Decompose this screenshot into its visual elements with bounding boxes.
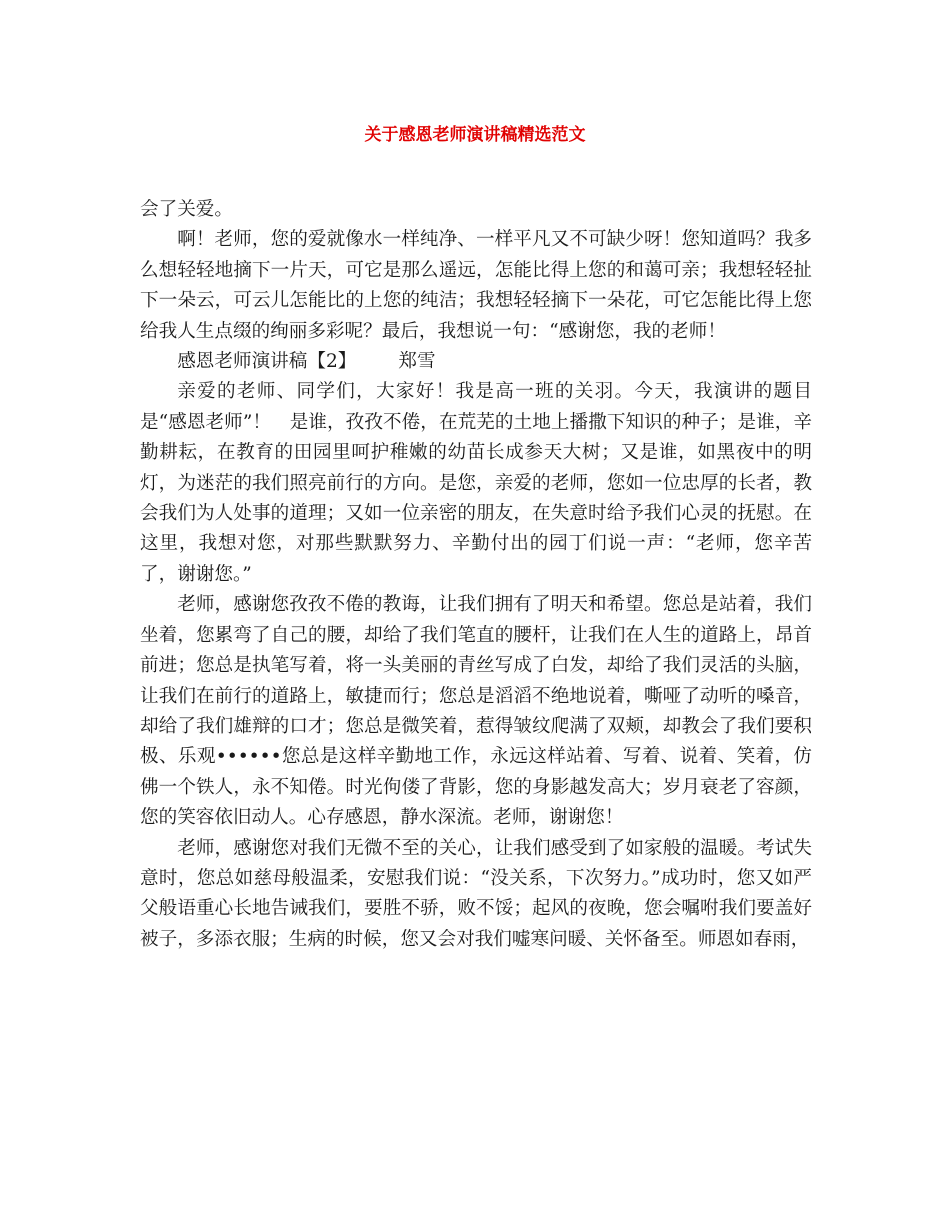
paragraph-care: 老师，感谢您对我们无微不至的关心，让我们感受到了如家般的温暖。考试失意时，您总如慈母般温柔，安慰我们说：“没关系，下次努力。”成功时，您又如严父般语重心长地告诫我们，要胜不骄，败不馁；起风的夜晚，您会嘱咐我们要盖好被子，多添衣服；生病的时候，您又会对我们嘘寒问暖、关怀备至。师恩如春雨，: [140, 837, 812, 950]
paragraph-closing-thanks: 啊！老师，您的爱就像水一样纯净、一样平凡又不可缺少呀！您知道吗？我多么想轻轻地摘下一片天，可它是那么遥远，怎能比得上您的和蔼可亲；我想轻轻扯下一朵云，可云儿怎能比的上您的纯洁；我想轻轻摘下一朵花，可它怎能比得上您给我人生点缀的绚丽多彩呢？最后，我想说一句：“感谢您，我的老师！: [140, 229, 812, 342]
section-heading: [140, 347, 812, 377]
paragraph-greeting: 亲爱的老师、同学们，大家好！我是高一班的关羽。今天，我演讲的题目是“感恩老师”！ 是谁，孜孜不倦，在荒芜的土地上播撒下知识的种子；是谁，辛勤耕耘，在教育的田园里呵护稚嫩的幼苗长成参天大树；又是谁，如黑夜中的明灯，为迷茫的我们照亮前行的方向。是您，亲爱的老师，您如一位忠厚的长者，教会我们为人处事的道理；又如一位亲密的朋友，在失意时给予我们心灵的抚慰。在这里，我想对您，对那些默默努力、辛勤付出的园丁们说一声：“老师，您辛苦了，谢谢您。”: [140, 381, 812, 585]
document-body: [140, 195, 812, 955]
section-heading-title: 感恩老师演讲稿【2】: [177, 351, 357, 373]
section-heading-author: 郑雪: [398, 351, 436, 373]
document-title: 关于感恩老师演讲稿精选范文: [364, 125, 586, 145]
paragraph-teaching: 老师，感谢您孜孜不倦的教诲，让我们拥有了明天和希望。您总是站着，我们坐着，您累弯了自己的腰，却给了我们笔直的腰杆，让我们在人生的道路上，昂首前进；您总是执笔写着，将一头美丽的青丝写成了白发，却给了我们灵活的头脑，让我们在前行的道路上，敏捷而行；您总是滔滔不绝地说着，嘶哑了动听的嗓音，却给了我们雄辩的口才；您总是微笑着，惹得皱纹爬满了双颊，却教会了我们要积极、乐观••••••您总是这样辛勤地工作，永远这样站着、写着、说着、笑着，仿佛一个铁人，永不知倦。时光佝偻了背影，您的身影越发高大；岁月衰老了容颜，您的笑容依旧动人。心存感恩，静水深流。老师，谢谢您！: [140, 594, 812, 829]
paragraph-continuation: 会了关爱。: [140, 199, 233, 220]
